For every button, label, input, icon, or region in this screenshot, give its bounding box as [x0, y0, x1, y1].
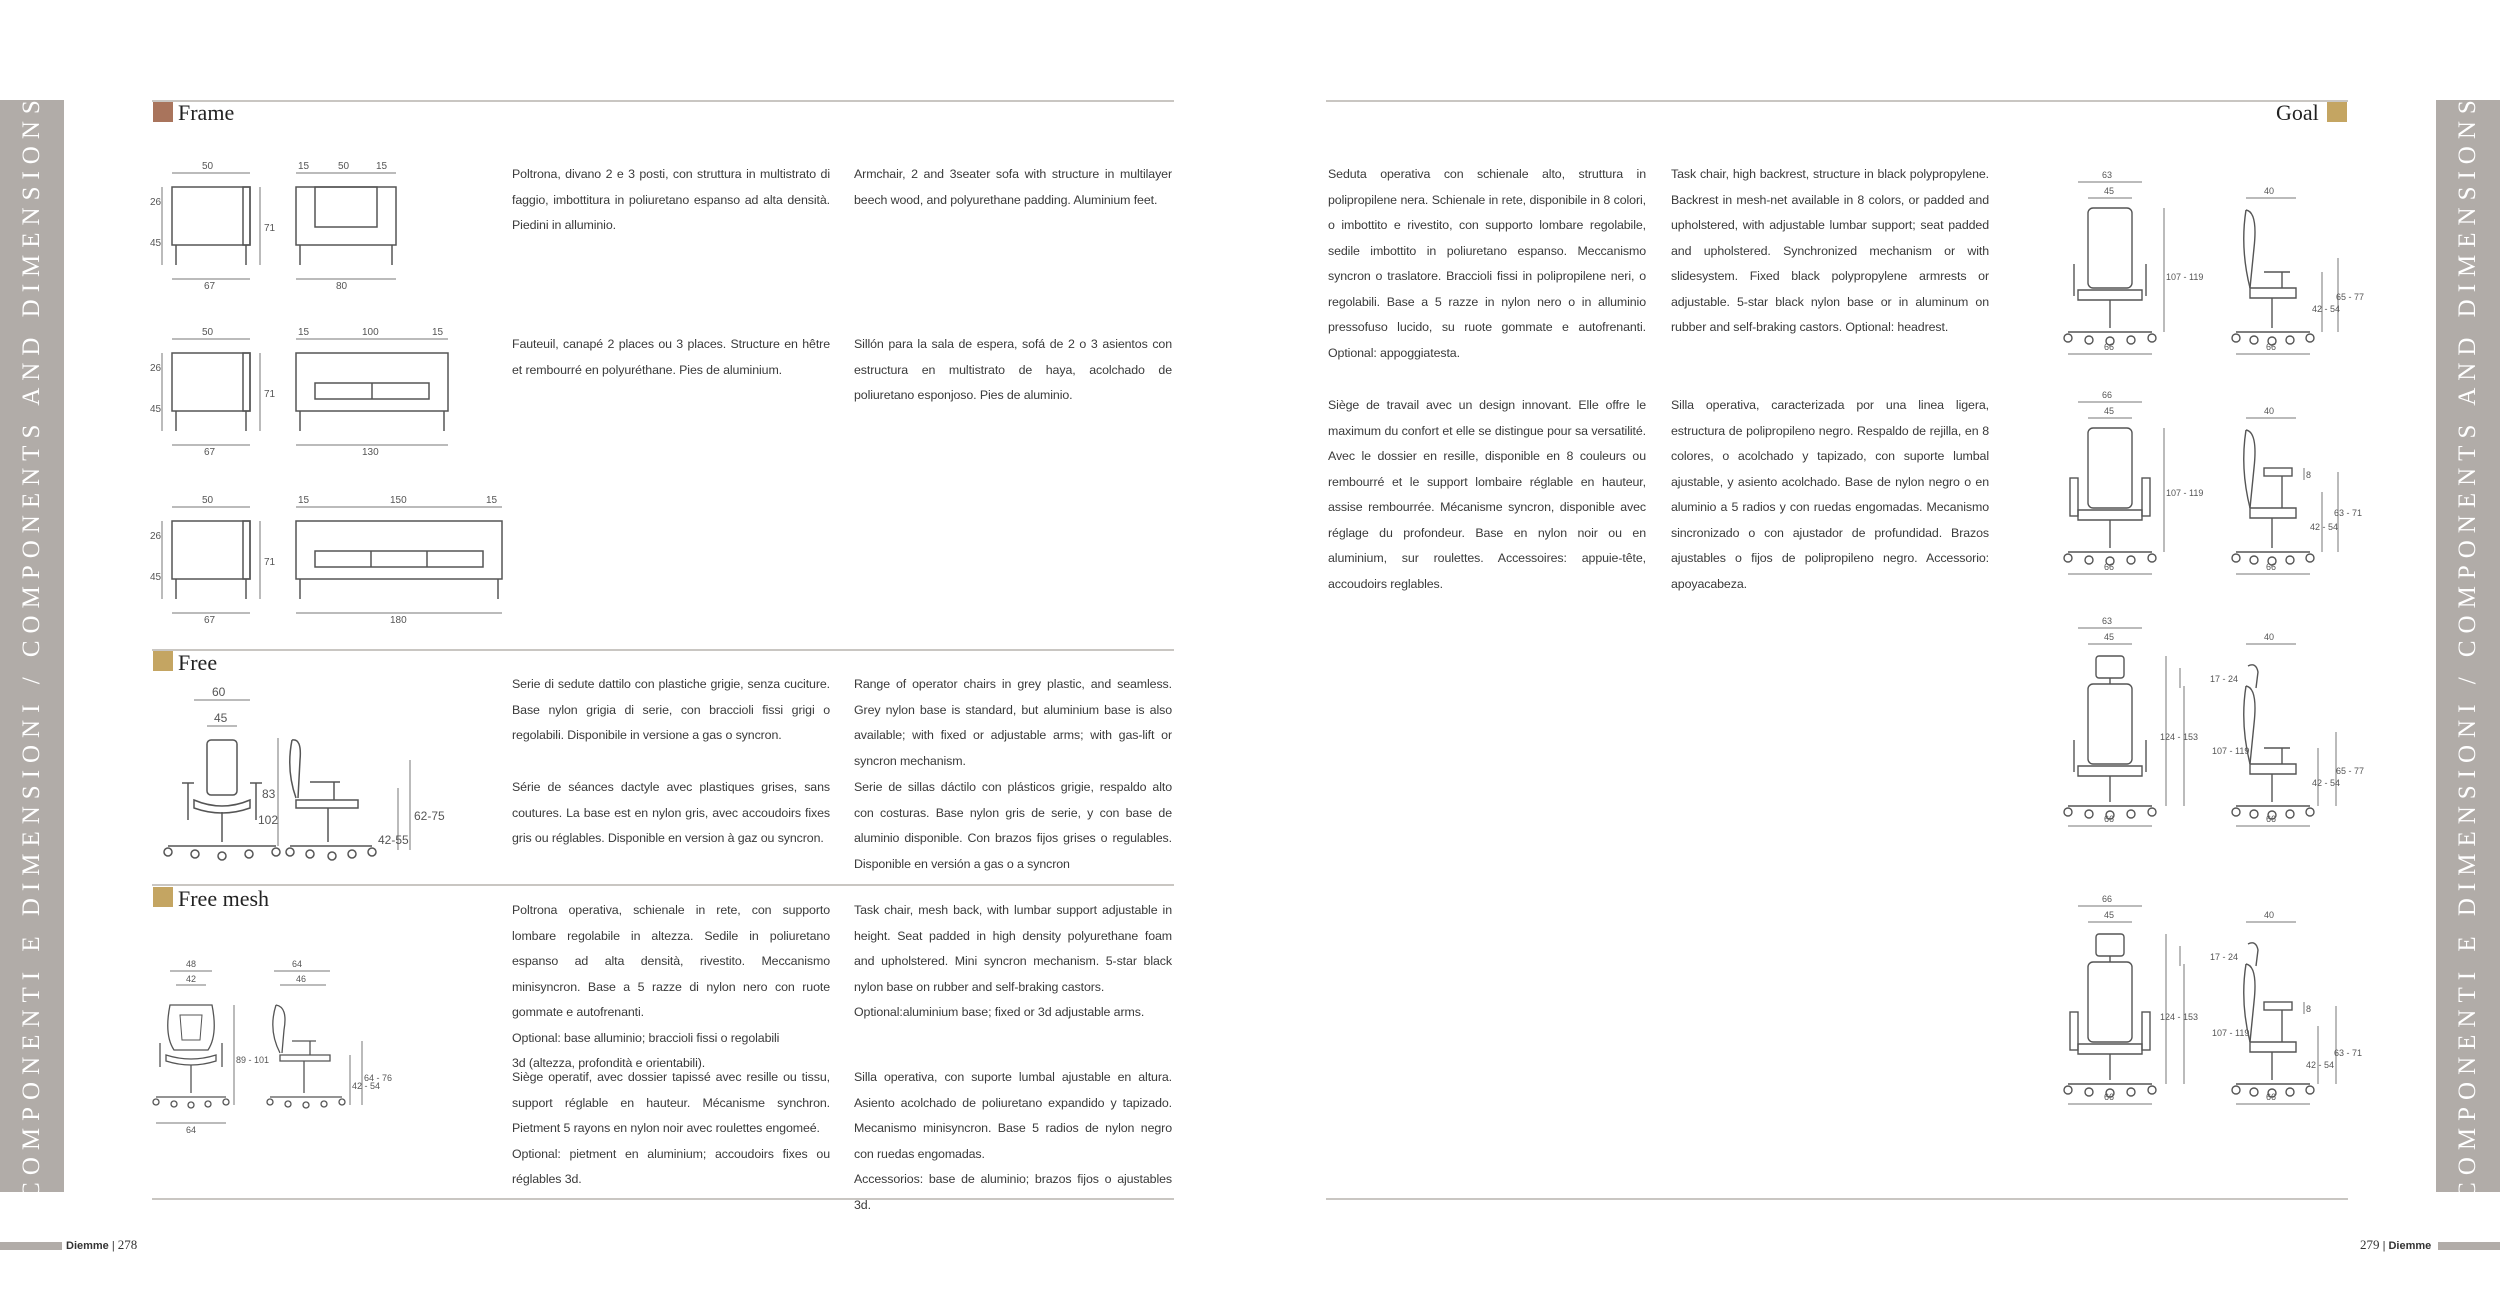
dim-label: 124 - 153	[2160, 1012, 2199, 1022]
section-title-free: Free	[178, 650, 218, 675]
dim-label: 64	[186, 1125, 197, 1135]
dim-label: 15	[298, 327, 310, 338]
left-sidebar	[0, 93, 64, 1199]
footer-left: Diemme | 278	[66, 1237, 138, 1252]
free-dimension-drawings	[150, 680, 480, 880]
free-text-it: Serie di sedute dattilo con plastiche grigie, senza cuciture. Base nylon grigia di serie, con braccioli fissi grigi o regolabili. Disponibile in versione a gas o syncron.	[512, 677, 830, 742]
dim-label: 89 - 101	[236, 1055, 270, 1065]
dim-label: 45	[2104, 186, 2115, 196]
free-mesh-color-square	[153, 887, 173, 907]
dim-label: 60	[212, 685, 226, 699]
dim-label: 66	[2104, 562, 2115, 572]
dim-label: 66	[2102, 390, 2113, 400]
goal-drawing-3	[2060, 614, 2365, 834]
free-mesh-text-en: Task chair, mesh back, with lumbar support adjustable in height. Seat padded in high density polyurethane foam and upholstered. Mini syncron mechanism. 5-star black nylon base on rubber and self-braking castors. Optional:aluminium base; fixed or 3d adjustable arms.	[854, 903, 1172, 1019]
dim-label: 64	[292, 959, 303, 969]
dim-label: 63	[2102, 616, 2113, 626]
sidebar-label: COMPONENTI E DIMENSIONI / COMPONENTS AND DIMENSIONS	[18, 93, 45, 1199]
dim-label: 15	[298, 161, 310, 172]
sidebar-label: COMPONENTI E DIMENSIONI / COMPONENTS AND DIMENSIONS	[2454, 93, 2481, 1199]
dim-label: 8	[2306, 1004, 2312, 1014]
frame-color-square	[153, 102, 173, 122]
dim-label: 42 - 54	[2312, 304, 2341, 314]
dim-label: 62-75	[414, 809, 445, 823]
bottom-rule	[1326, 1198, 2348, 1200]
section-divider	[152, 649, 1174, 651]
dim-label: 66	[2102, 894, 2113, 904]
dim-label: 40	[2264, 910, 2275, 920]
dim-label: 150	[390, 495, 407, 506]
dim-label: 66	[2266, 342, 2277, 352]
goal-text-es: Silla operativa, caracterizada por una linea ligera, estructura de polipropileno negro. Respaldo de rejilla, en 8 colores, o acolchado y tapizado, con suporte lumbal ajustable, y asiento acolchado. Base de nylon negro o en aluminio a 5 radios y con ruedas engomadas. Mecanismo sincronizado o con ajustador de profundidad. Brazos ajustables o fijos de polipropileno negro. Accessorio: apoyacabeza.	[1671, 398, 1989, 591]
dim-label: 26	[150, 197, 162, 208]
dim-label: 17 - 24	[2210, 674, 2239, 684]
dim-label: 15	[486, 495, 498, 506]
dim-label: 71	[264, 223, 276, 234]
frame-text-en: Armchair, 2 and 3seater sofa with structure in multilayer beech wood, and polyurethane padding. Aluminium feet.	[854, 167, 1172, 207]
free-mesh-dimension-drawings	[150, 955, 420, 1135]
free-text-es: Serie de sillas dáctilo con plásticos grigie, respaldo alto con costuras. Base nylon gris de serie, y con base de aluminio disponible. Con brazos fijos grises o regulables. Disponible en versión a gas o a syncron	[854, 780, 1172, 871]
dim-label: 66	[2266, 814, 2277, 824]
dim-label: 107 - 119	[2212, 746, 2250, 756]
goal-text-fr: Siège de travail avec un design innovant. Elle offre le maximum du confort et elle se distingue pour sa versatilité. Avec le dossier en resille, disponible en 8 couleurs ou rembourré et le support lombaire réglable en hauteur, assise rembourrée. Mécanisme syncron, disponible avec réglage du profondeur. Base en nylon noir ou en aluminium, sur roulettes. Accessoires: appuie-tête, accoudoirs reglables.	[1328, 398, 1646, 591]
section-divider	[152, 884, 1174, 886]
dim-label: 83	[262, 787, 276, 801]
page-number: 278	[117, 1237, 138, 1252]
goal-drawing-2	[2060, 388, 2363, 578]
dim-label: 45	[214, 711, 228, 725]
free-text-fr: Série de séances dactyle avec plastiques grises, sans coutures. La base est en nylon gris, avec accoudoirs fixes gris ou réglables. Disponible en version à gaz ou syncron.	[512, 780, 830, 845]
page-number: 279	[2360, 1237, 2380, 1252]
dim-label: 66	[2266, 562, 2277, 572]
dim-label: 15	[376, 161, 388, 172]
free-text-en: Range of operator chairs in grey plastic, and seamless. Grey nylon base is standard, but aluminium base is also available; with fixed or adjustable arms; with gas-lift or syncron mechanism.	[854, 677, 1172, 768]
goal-text-en: Task chair, high backrest, structure in black polypropylene. Backrest in mesh-net available in 8 colors, or padded and upholstered, with adjustable lumbar support; seat padded and upholstered. Synchronized mechanism or with slidesystem. Fixed black polypropylene armrests or adjustable. 5-star black nylon base or in aluminum on rubber and self-braking castors. Optional: headrest.	[1671, 167, 1989, 334]
goal-color-square	[2327, 102, 2347, 122]
dim-label: 42 - 54	[2306, 1060, 2335, 1070]
dim-label: 107 - 119	[2212, 1028, 2250, 1038]
goal-drawing-4	[2060, 892, 2363, 1112]
free-mesh-text-it: Poltrona operativa, schienale in rete, con supporto lombare regolabile in altezza. Sedile in poliuretano espanso ad alta densità, rivestito. Meccanismo minisyncron. Base a 5 razze di nylon nero con ruote gommate e autofrenanti. Optional: base alluminio; braccioli fissi o regolabili 3d (altezza, profondità e orientabili).	[512, 903, 830, 1070]
section-title-goal: Goal	[2276, 100, 2319, 125]
free-mesh-text-fr: Siège operatif, avec dossier tapissé avec resille ou tissu, support réglable en hauteur. Mécanisme synchron. Pietment 5 rayons en nylon noir avec roulettes engomeé. Optional: pietment en aluminium; accoudoirs fixes ou réglables 3d.	[512, 1070, 830, 1186]
dim-label: 42 - 54	[2310, 522, 2339, 532]
dim-label: 66	[2104, 1092, 2115, 1102]
dim-label: 50	[202, 161, 214, 172]
dim-label: 64 - 76	[364, 1073, 393, 1083]
footer-bar-left	[0, 1242, 62, 1250]
dim-label: 46	[296, 974, 307, 984]
dim-label: 50	[202, 327, 214, 338]
dim-label: 15	[298, 495, 310, 506]
dim-label: 42 - 54	[2312, 778, 2341, 788]
dim-label: 42 - 54	[352, 1081, 381, 1091]
dim-label: 107 - 119	[2166, 488, 2204, 498]
frame-text-it: Poltrona, divano 2 e 3 posti, con struttura in multistrato di faggio, imbottitura in poliuretano espanso ad alta densità. Piedini in alluminio.	[512, 167, 830, 232]
section-title-frame: Frame	[178, 100, 235, 125]
dim-label: 65 - 77	[2336, 292, 2365, 302]
footer-brand: Diemme	[2388, 1240, 2432, 1252]
bottom-rule	[152, 1198, 1174, 1200]
dim-label: 40	[2264, 186, 2275, 196]
dim-label: 15	[432, 327, 444, 338]
dim-label: 67	[204, 281, 216, 292]
dim-label: 48	[186, 959, 197, 969]
dim-label: 124 - 153	[2160, 732, 2199, 742]
goal-text-it: Seduta operativa con schienale alto, struttura in polipropilene nera. Schienale in rete, disponibile in 8 colori, o imbottito e rivestito, con supporto lombare regolabile, sedile imbottito in poliuretano espanso. Meccanismo syncron o traslatore. Braccioli fissi in polipropilene neri, o regolabili. Base a 5 razze in nylon nero o in alluminio pressofuso lucido, su ruote gommate e autofrenanti. Optional: appoggiatesta.	[1328, 167, 1646, 360]
top-rule	[152, 100, 1174, 102]
dim-label: 63	[2102, 170, 2113, 180]
dim-label: 71	[264, 557, 276, 568]
dim-label: 45	[2104, 406, 2115, 416]
dim-label: 180	[390, 615, 407, 626]
footer-brand: Diemme	[66, 1240, 109, 1252]
dim-label: 8	[2306, 470, 2312, 480]
dim-label: 67	[204, 615, 216, 626]
dim-label: 107 - 119	[2166, 272, 2204, 282]
free-mesh-text-es: Silla operativa, con suporte lumbal ajustable en altura. Asiento acolchado de poliuretano expandido y tapizado. Mecanismo minisyncron. Base 5 radios de nylon negro con ruedas engomadas. Accessorios: base de aluminio; brazos fijos o ajustables 3d.	[854, 1070, 1172, 1212]
dim-label: 42	[186, 974, 197, 984]
frame-text-fr: Fauteuil, canapé 2 places ou 3 places. Structure en hêtre et rembourré en polyuréthane. Pies de aluminium.	[512, 337, 830, 377]
free-color-square	[153, 651, 173, 671]
dim-label: 45	[2104, 910, 2115, 920]
dim-label: 63 - 71	[2334, 508, 2363, 518]
dim-label: 40	[2264, 406, 2275, 416]
section-title-free-mesh: Free mesh	[178, 886, 270, 911]
dim-label: 26	[150, 363, 162, 374]
dim-label: 63 - 71	[2334, 1048, 2363, 1058]
dim-label: 42-55	[378, 833, 409, 847]
frame-dimension-drawings	[140, 155, 520, 635]
dim-label: 26	[150, 531, 162, 542]
goal-drawing-1	[2060, 168, 2365, 358]
dim-label: 71	[264, 389, 276, 400]
dim-label: 45	[150, 404, 162, 415]
dim-label: 80	[336, 281, 348, 292]
dim-label: 50	[202, 495, 214, 506]
dim-label: 65 - 77	[2336, 766, 2365, 776]
dim-label: 66	[2104, 814, 2115, 824]
footer-right: 279 | Diemme	[2360, 1237, 2432, 1252]
footer-bar-right	[2438, 1242, 2500, 1250]
dim-label: 45	[150, 572, 162, 583]
dim-label: 50	[338, 161, 350, 172]
dim-label: 66	[2266, 1092, 2277, 1102]
dim-label: 66	[2104, 342, 2115, 352]
top-rule	[1326, 100, 2348, 102]
dim-label: 67	[204, 447, 216, 458]
dim-label: 45	[2104, 632, 2115, 642]
dim-label: 100	[362, 327, 379, 338]
frame-text-es: Sillón para la sala de espera, sofá de 2 o 3 asientos con estructura en multistrato de haya, acolchado de poliuretano esponjoso. Pies de aluminio.	[854, 337, 1172, 402]
dim-label: 40	[2264, 632, 2275, 642]
right-sidebar	[2436, 93, 2500, 1199]
dim-label: 17 - 24	[2210, 952, 2239, 962]
dim-label: 102	[258, 813, 279, 827]
dim-label: 45	[150, 238, 162, 249]
dim-label: 130	[362, 447, 379, 458]
